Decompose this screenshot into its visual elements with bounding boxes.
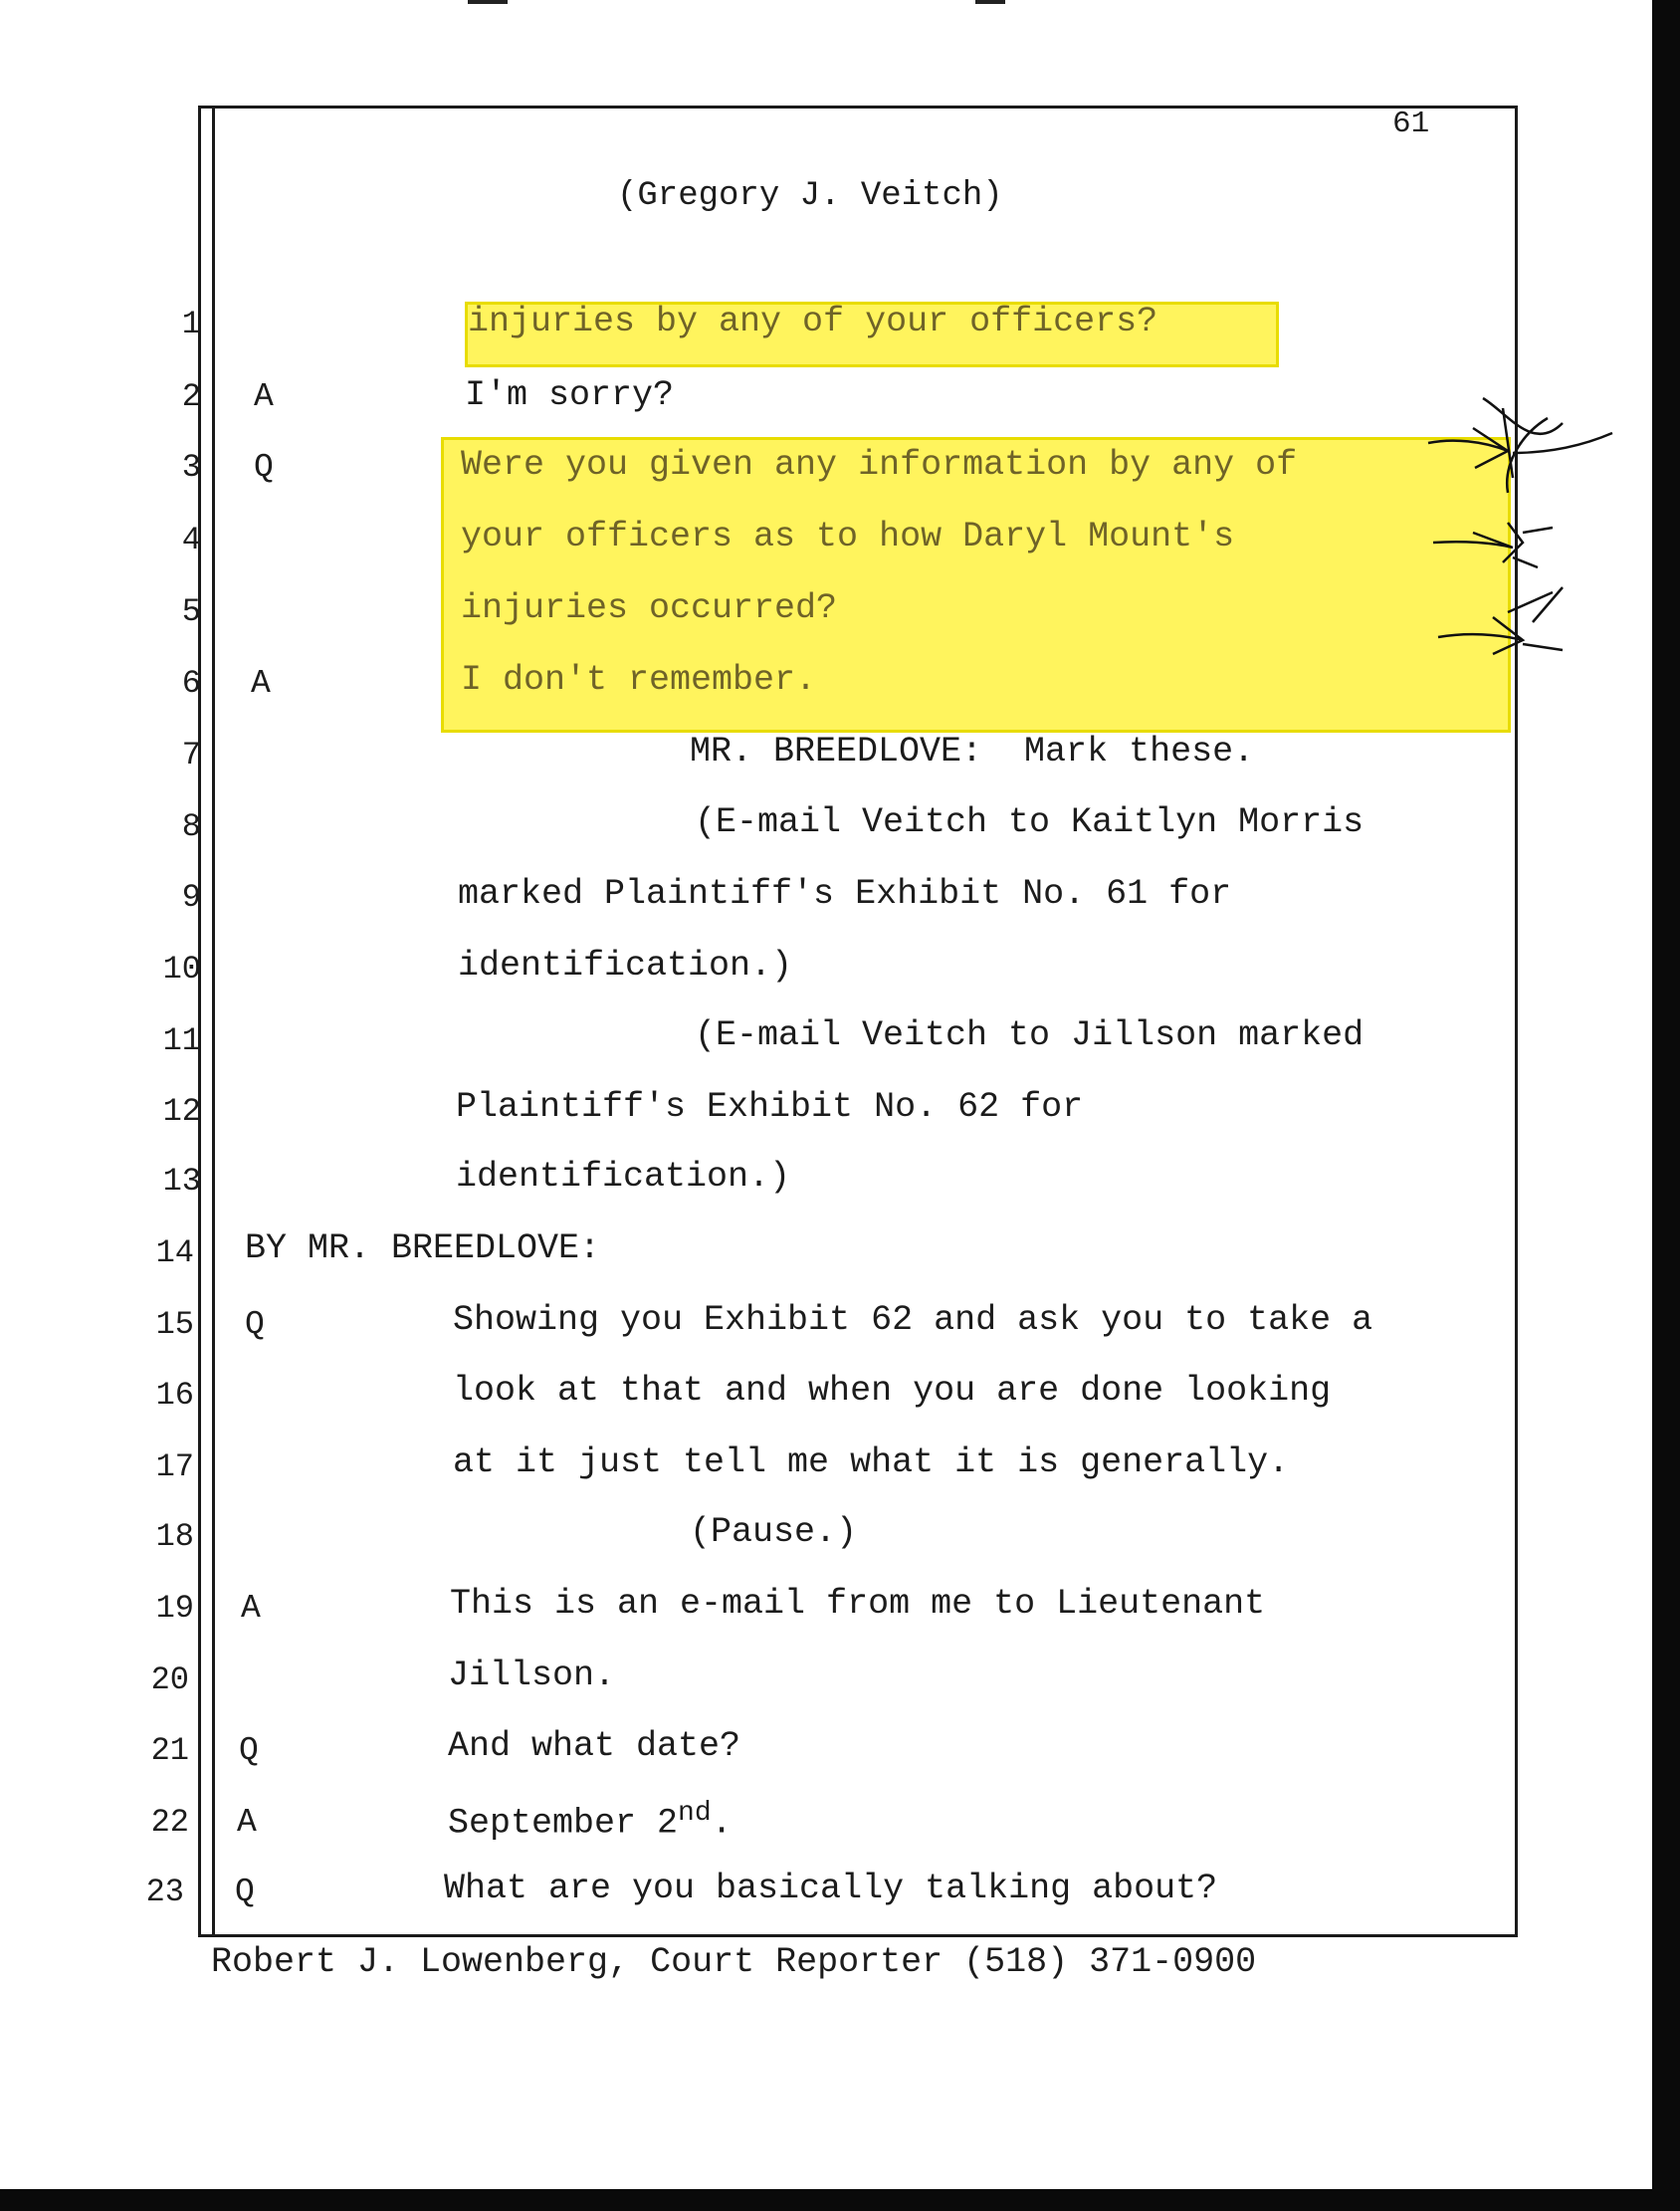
witness-header: (Gregory J. Veitch) (617, 177, 1003, 215)
court-reporter-footer: Robert J. Lowenberg, Court Reporter (518) 371-0900 (211, 1942, 1257, 1982)
transcript-line: Plaintiff's Exhibit No. 62 for (456, 1087, 1084, 1127)
line-number: 22 (150, 1804, 189, 1841)
speaker-label: Q (254, 449, 274, 486)
line-number: 13 (162, 1163, 201, 1200)
line-number: 15 (155, 1306, 194, 1343)
scan-top-fragment (468, 0, 508, 4)
date-punctuation: . (711, 1803, 733, 1844)
transcript-line: I don't remember. (461, 660, 817, 700)
speaker-label: Q (245, 1306, 265, 1343)
line-number: 11 (162, 1022, 201, 1059)
speaker-label: A (251, 665, 271, 702)
transcript-line: marked Plaintiff's Exhibit No. 61 for (458, 874, 1232, 914)
speaker-label: A (241, 1590, 261, 1627)
line-number: 8 (181, 808, 201, 845)
transcript-line: injuries by any of your officers? (468, 302, 1158, 341)
line-number: 9 (181, 879, 201, 916)
line-number: 2 (181, 378, 201, 415)
speaker-label: A (237, 1804, 257, 1841)
transcript-margin-rule (212, 106, 215, 1937)
line-number: 23 (145, 1874, 184, 1910)
transcript-line: MR. BREEDLOVE: Mark these. (690, 732, 1255, 772)
page-number: 61 (1392, 107, 1430, 141)
date-text: September 2 (448, 1803, 679, 1844)
line-number: 6 (181, 665, 201, 702)
line-number: 4 (181, 522, 201, 558)
line-number: 12 (162, 1093, 201, 1130)
scan-top-fragment (975, 0, 1005, 4)
line-number: 19 (155, 1590, 194, 1627)
transcript-line: Were you given any information by any of (461, 445, 1298, 485)
line-number: 3 (181, 449, 201, 486)
line-number: 16 (155, 1377, 194, 1414)
transcript-line (448, 1798, 733, 1844)
transcript-line: at it just tell me what it is generally. (453, 1442, 1290, 1482)
speaker-label: Q (235, 1874, 255, 1910)
transcript-line: identification.) (456, 1157, 791, 1197)
speaker-label: Q (239, 1732, 259, 1769)
examination-heading: BY MR. BREEDLOVE: (245, 1228, 601, 1268)
transcript-line: I'm sorry? (465, 375, 675, 415)
transcript-line: (E-mail Veitch to Jillson marked (695, 1015, 1365, 1055)
transcript-line: (Pause.) (690, 1512, 858, 1552)
line-number: 1 (181, 306, 201, 342)
speaker-label: A (254, 378, 274, 415)
transcript-line: Jillson. (448, 1656, 616, 1695)
line-number: 21 (150, 1732, 189, 1769)
transcript-line: (E-mail Veitch to Kaitlyn Morris (695, 802, 1365, 842)
transcript-line: And what date? (448, 1726, 741, 1766)
transcript-line: What are you basically talking about? (444, 1869, 1218, 1908)
ordinal-suffix: nd (678, 1798, 712, 1829)
transcript-line: injuries occurred? (461, 588, 838, 628)
scan-bottom-edge (0, 2189, 1680, 2211)
transcript-line: your officers as to how Daryl Mount's (461, 517, 1235, 556)
transcript-line: Showing you Exhibit 62 and ask you to take a (453, 1300, 1373, 1340)
transcript-line: This is an e-mail from me to Lieutenant (450, 1584, 1266, 1624)
scan-right-edge (1652, 0, 1680, 2211)
transcript-line: look at that and when you are done looking (453, 1371, 1332, 1411)
line-number: 10 (162, 951, 201, 988)
line-number: 14 (155, 1234, 194, 1271)
line-number: 17 (155, 1448, 194, 1485)
handwritten-margin-marks (1413, 393, 1622, 662)
line-number: 7 (181, 737, 201, 774)
line-number: 20 (150, 1661, 189, 1698)
transcript-line: identification.) (458, 946, 793, 986)
line-number: 5 (181, 593, 201, 630)
line-number: 18 (155, 1518, 194, 1555)
